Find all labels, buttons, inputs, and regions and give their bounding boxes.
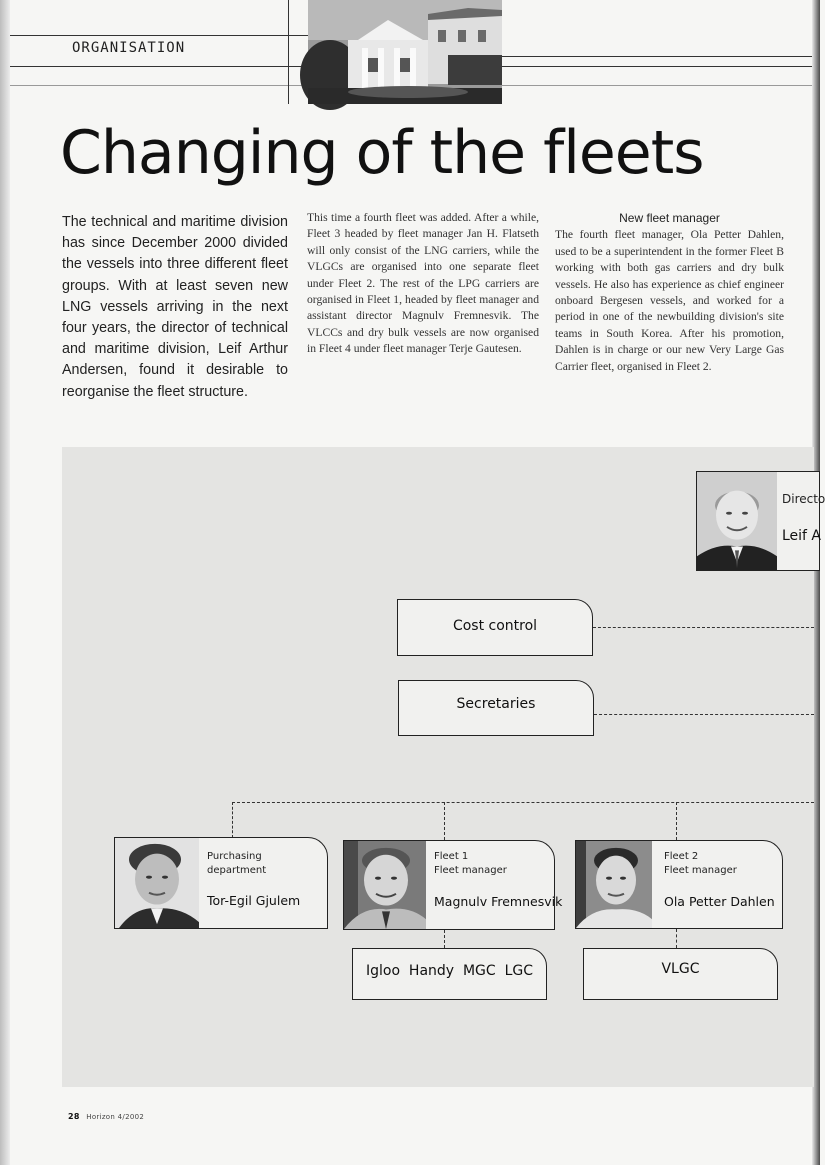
header-rule-right-bottom-2 — [502, 85, 812, 86]
fleet2-vessels-box — [583, 948, 778, 1000]
director-title: Directo — [782, 492, 825, 506]
purchasing-connector — [232, 802, 233, 838]
page-binding-edge — [0, 0, 10, 1165]
fleet-level-connector — [232, 802, 814, 803]
fleet1-vessels-box — [352, 948, 547, 1000]
fleet2-vessels-connector — [676, 929, 677, 948]
fleet1-line1: Fleet 1 — [434, 851, 469, 862]
body-column-3 — [555, 210, 784, 375]
header-rule-top — [10, 35, 308, 36]
cost-control-label: Cost control — [452, 618, 538, 634]
fleet1-vessels-label: Igloo Handy MGC LGC — [365, 963, 533, 979]
fleet2-vessels-label: VLGC — [661, 961, 700, 977]
purchasing-portrait — [115, 838, 199, 928]
intro-paragraph: The technical and maritime division has since December 2000 divided the vessels into three different fleet groups. With at least seven new LNG vessels arriving in the next four years, the director of technical and maritime division, Leif Arthur Andersen, found it desirable to reorganise the fleet structure. — [62, 214, 288, 400]
secretaries-box — [398, 680, 594, 736]
cost-control-connector — [593, 627, 814, 628]
fleet2-portrait — [576, 841, 652, 928]
fleet1-box — [343, 840, 563, 930]
purchasing-box — [114, 837, 328, 929]
secretaries-connector — [594, 714, 814, 715]
purchasing-line1: Purchasing — [207, 851, 262, 862]
header-rule-right-top — [502, 56, 812, 57]
director-box — [696, 471, 825, 571]
header-rule-bottom-left-2 — [10, 85, 308, 86]
page-footer — [68, 1112, 144, 1121]
body-column-2: This time a fourth fleet was added. After a while, Fleet 3 headed by fleet manager Jan H. Flatseth will only consist of the LNG carriers, while the VLGCs are organised into one separate fleet under Fleet 2. The rest of the LPG carriers are organised in Fleet 1, headed by fleet manager and assistant director Magnulv Fremnesvik. The VLCCs and dry bulk vessels are now organised in Fleet 4 under fleet manager Terje Gautesen. — [307, 211, 539, 356]
fleet2-line2: Fleet manager — [664, 865, 737, 876]
header-photo — [308, 0, 502, 104]
secretaries-label: Secretaries — [456, 696, 536, 712]
header-rule-right-bottom — [502, 66, 812, 67]
header-divider — [288, 0, 289, 104]
header-rule-bottom-left — [10, 66, 308, 67]
director-portrait — [697, 472, 777, 570]
fleet1-line2: Fleet manager — [434, 865, 507, 876]
body-column-3-text: The fourth fleet manager, Ola Petter Dahlen, used to be a superintendent in the former Fleet B working with both gas carriers and dry bulk vessels. He also has experience as chief engineer onboard Bergesen vessels, and worked for a period in one of the newbuilding division's site teams in South Korea. After his promotion, Dahlen is in charge or our new Very Large Gas Carrier fleet, organised in Fleet 2. — [555, 228, 784, 373]
fleet1-portrait — [344, 841, 426, 929]
purchasing-line2: department — [207, 865, 267, 876]
page-number: 28 — [68, 1112, 80, 1121]
fleet2-connector — [676, 802, 677, 840]
purchasing-name: Tor-Egil Gjulem — [207, 893, 301, 908]
subheading-new-fleet-manager: New fleet manager — [619, 211, 720, 225]
fleet1-name: Magnulv Fremnesvik — [434, 894, 563, 909]
director-name: Leif A — [782, 528, 822, 544]
page-title: Changing of the fleets — [60, 118, 704, 188]
publication-name: Horizon 4/2002 — [86, 1113, 145, 1121]
fleet2-box — [575, 840, 783, 929]
fleet2-line1: Fleet 2 — [664, 851, 699, 862]
fleet2-name: Ola Petter Dahlen — [664, 894, 775, 909]
cost-control-box — [397, 599, 593, 656]
section-label: ORGANISATION — [72, 40, 186, 56]
fleet1-vessels-connector — [444, 930, 445, 948]
fleet1-connector — [444, 802, 445, 840]
